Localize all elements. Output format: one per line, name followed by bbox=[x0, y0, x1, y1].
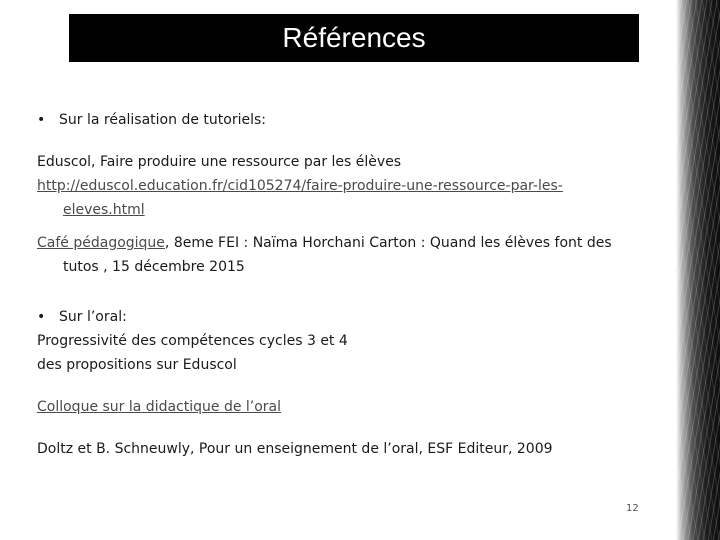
reference-cafe-pedagogique bbox=[37, 231, 647, 255]
slide-title: Références bbox=[282, 22, 426, 53]
section-heading-oral bbox=[37, 305, 647, 329]
bullet: • bbox=[37, 309, 46, 325]
reference-eduscol-url-continued[interactable]: eleves.html bbox=[63, 202, 145, 218]
reference-progressivite: Progressivité des compétences cycles 3 et 4 bbox=[37, 333, 348, 349]
decorative-edge bbox=[676, 0, 720, 540]
reference-eduscol-text: Eduscol, Faire produire une ressource par les élèves bbox=[37, 154, 402, 170]
page-number: 12 bbox=[626, 503, 639, 514]
reference-doltz-schneuwly: Doltz et B. Schneuwly, Pour un enseignement de l’oral, ESF Editeur, 2009 bbox=[37, 441, 553, 457]
section-heading-text: Sur l’oral: bbox=[59, 309, 127, 325]
section-heading-text: Sur la réalisation de tutoriels: bbox=[59, 112, 266, 128]
section-heading-tutorials bbox=[37, 108, 647, 132]
reference-cafe-text-continued: tutos , 15 décembre 2015 bbox=[63, 259, 245, 275]
slide-title-bar bbox=[69, 14, 639, 62]
cafe-pedagogique-link[interactable]: Café pédagogique bbox=[37, 235, 165, 251]
bullet: • bbox=[37, 112, 46, 128]
reference-cafe-text: , 8eme FEI : Naïma Horchani Carton : Quand les élèves font des bbox=[164, 235, 612, 251]
reference-eduscol-url[interactable]: http://eduscol.education.fr/cid105274/faire-produire-une-ressource-par-les- bbox=[37, 178, 563, 194]
slide-content bbox=[37, 108, 647, 461]
reference-eduscol-propositions: des propositions sur Eduscol bbox=[37, 357, 237, 373]
colloque-link[interactable]: Colloque sur la didactique de l’oral bbox=[37, 399, 282, 415]
